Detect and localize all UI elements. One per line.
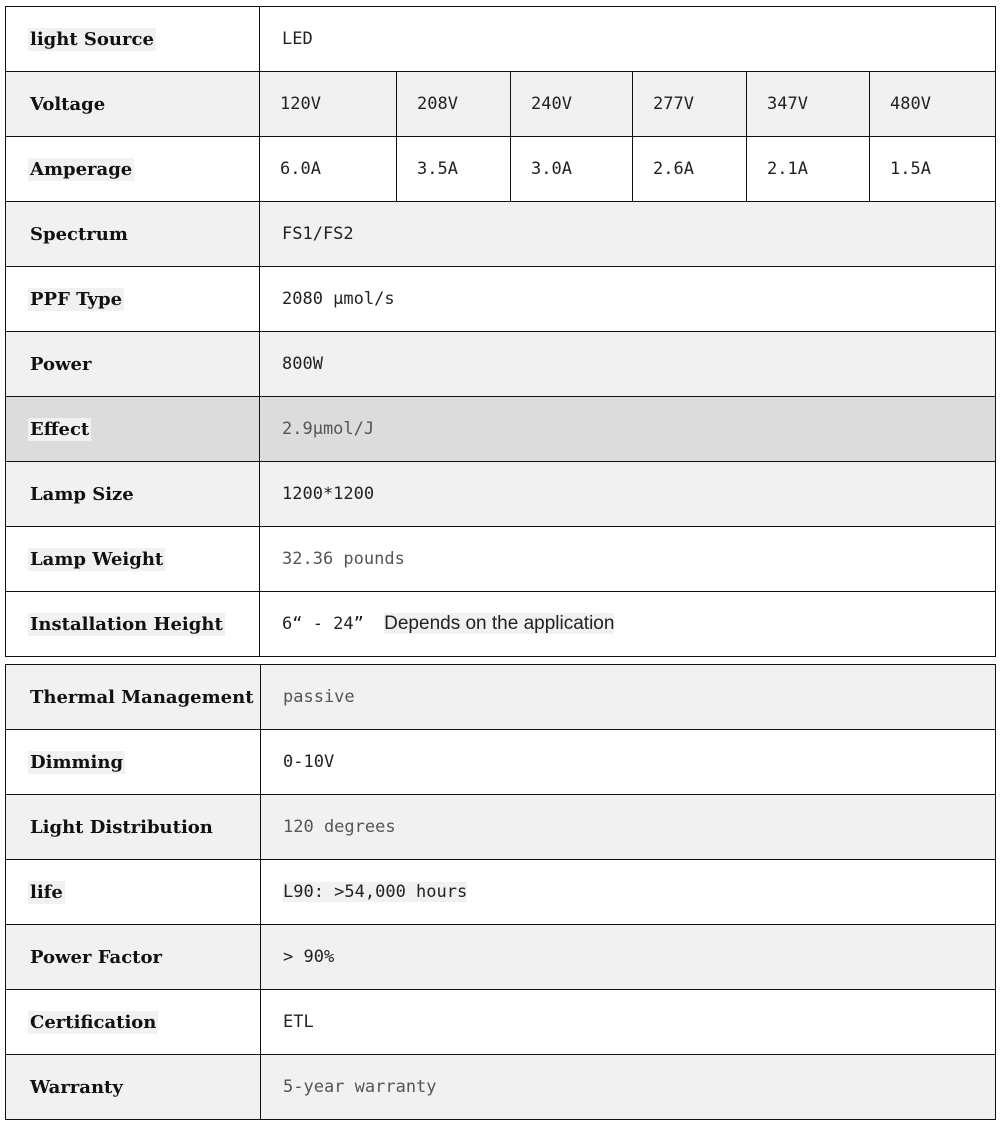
row-dimming bbox=[6, 730, 996, 795]
row-effect bbox=[6, 397, 996, 462]
row-power bbox=[6, 332, 996, 397]
label-dimming: Dimming bbox=[6, 730, 261, 795]
voltage-cell: 277V bbox=[633, 72, 747, 137]
value-power-factor: > 90% bbox=[261, 925, 996, 990]
spec-table-top bbox=[5, 6, 996, 657]
label-power-factor: Power Factor bbox=[6, 925, 261, 990]
value-effect: 2.9μmol/J bbox=[260, 397, 996, 462]
label-warranty: Warranty bbox=[6, 1055, 261, 1120]
label-lamp-weight: Lamp Weight bbox=[6, 527, 260, 592]
value-power: 800W bbox=[260, 332, 996, 397]
row-spectrum bbox=[6, 202, 996, 267]
row-thermal-management bbox=[6, 665, 996, 730]
row-amperage bbox=[6, 137, 996, 202]
spec-table-bottom bbox=[5, 664, 996, 1120]
voltage-cell: 480V bbox=[870, 72, 996, 137]
value-life-text: L90: >54,000 hours bbox=[283, 882, 468, 902]
amperage-cell: 2.6A bbox=[633, 137, 747, 202]
amperage-cell: 6.0A bbox=[260, 137, 397, 202]
row-voltage bbox=[6, 72, 996, 137]
row-installation-height bbox=[6, 592, 996, 657]
label-ppf-type: PPF Type bbox=[6, 267, 260, 332]
label-spectrum: Spectrum bbox=[6, 202, 260, 267]
label-certification: Certification bbox=[6, 990, 261, 1055]
row-ppf-type bbox=[6, 267, 996, 332]
amperage-cell: 3.5A bbox=[397, 137, 511, 202]
row-light-distribution bbox=[6, 795, 996, 860]
value-ppf-type: 2080 μmol/s bbox=[260, 267, 996, 332]
row-life bbox=[6, 860, 996, 925]
value-warranty: 5-year warranty bbox=[261, 1055, 996, 1120]
value-dimming: 0-10V bbox=[261, 730, 996, 795]
label-life: life bbox=[6, 860, 261, 925]
amperage-cell: 1.5A bbox=[870, 137, 996, 202]
voltage-cell: 208V bbox=[397, 72, 511, 137]
value-life bbox=[261, 860, 996, 925]
row-certification bbox=[6, 990, 996, 1055]
label-installation-height: Installation Height bbox=[6, 592, 260, 657]
row-warranty bbox=[6, 1055, 996, 1120]
row-lamp-size bbox=[6, 462, 996, 527]
row-lamp-weight bbox=[6, 527, 996, 592]
value-certification: ETL bbox=[261, 990, 996, 1055]
row-light-source bbox=[6, 7, 996, 72]
voltage-cell: 120V bbox=[260, 72, 397, 137]
label-amperage: Amperage bbox=[6, 137, 260, 202]
label-power: Power bbox=[6, 332, 260, 397]
row-power-factor bbox=[6, 925, 996, 990]
amperage-cell: 2.1A bbox=[747, 137, 870, 202]
installation-height-note: Depends on the application bbox=[384, 613, 615, 634]
label-light-source: light Source bbox=[6, 7, 260, 72]
label-voltage: Voltage bbox=[6, 72, 260, 137]
value-thermal-management: passive bbox=[261, 665, 996, 730]
label-thermal-management: Thermal Management bbox=[6, 665, 261, 730]
label-lamp-size: Lamp Size bbox=[6, 462, 260, 527]
voltage-cell: 347V bbox=[747, 72, 870, 137]
value-light-source: LED bbox=[260, 7, 996, 72]
voltage-cell: 240V bbox=[511, 72, 633, 137]
value-lamp-weight: 32.36 pounds bbox=[260, 527, 996, 592]
value-light-distribution: 120 degrees bbox=[261, 795, 996, 860]
label-effect: Effect bbox=[6, 397, 260, 462]
value-installation-height bbox=[260, 592, 996, 657]
label-light-distribution: Light Distribution bbox=[6, 795, 261, 860]
installation-height-range: 6“ - 24” bbox=[282, 614, 364, 634]
value-spectrum: FS1/FS2 bbox=[260, 202, 996, 267]
value-lamp-size: 1200*1200 bbox=[260, 462, 996, 527]
amperage-cell: 3.0A bbox=[511, 137, 633, 202]
